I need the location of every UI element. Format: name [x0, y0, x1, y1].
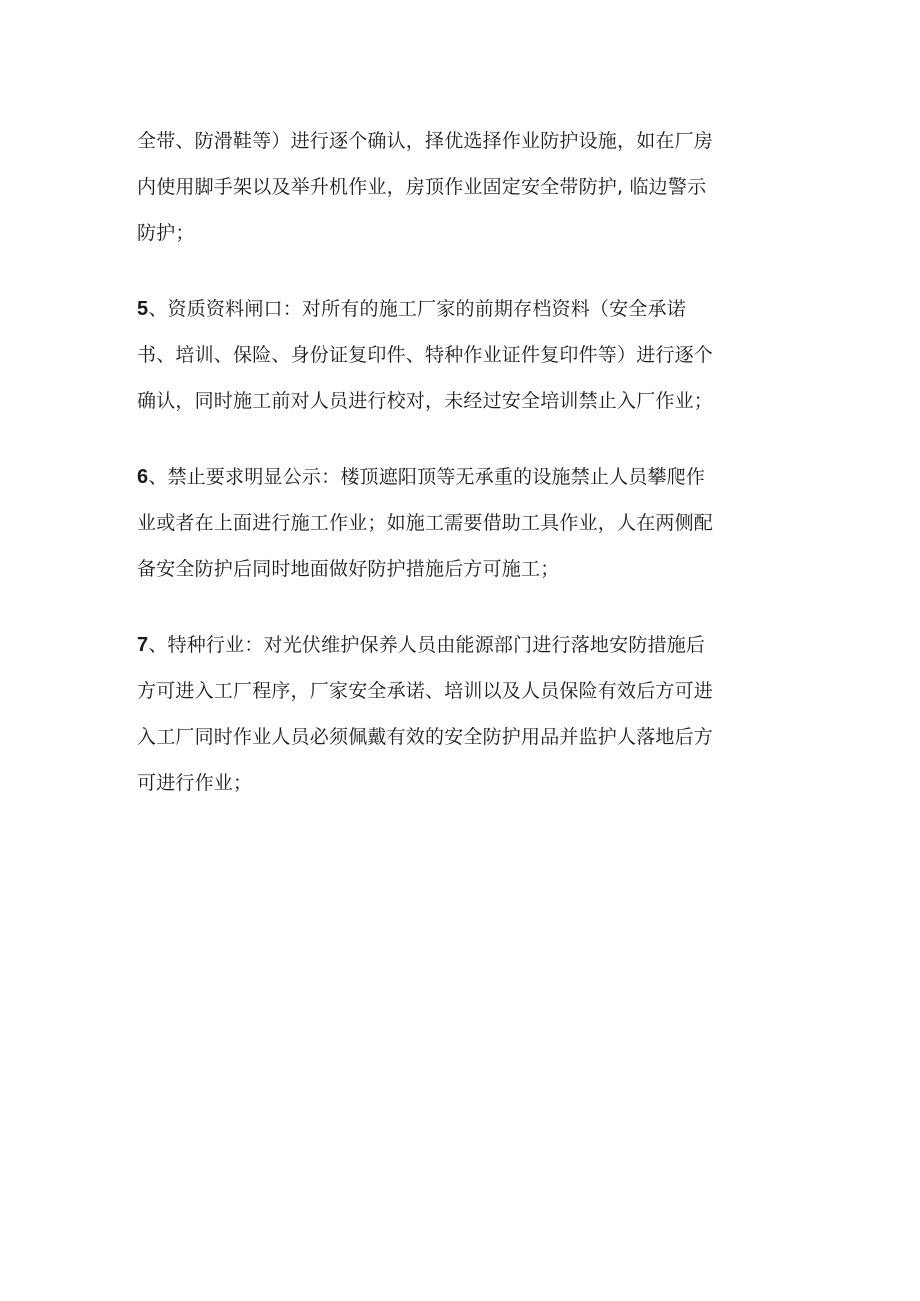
line-text: 、资质资料闸口：对所有的施工厂家的前期存档资料（安全承诺: [148, 298, 686, 320]
text-line: 方可进入工厂程序，厂家安全承诺、培训以及人员保险有效后方可进: [137, 680, 714, 702]
text-line: 业或者在上面进行施工作业；如施工需要借助工具作业，人在两侧配: [137, 512, 714, 534]
text-line: 备安全防护后同时地面做好防护措施后方可施工；: [137, 558, 560, 580]
paragraph-item-5: [137, 286, 789, 424]
text-line: 防护；: [137, 222, 195, 244]
text-line: [137, 454, 789, 500]
text-line: [137, 286, 789, 332]
text-line: 可进行作业；: [137, 772, 253, 794]
text-line: 确认，同时施工前对人员进行校对，未经过安全培训禁止入厂作业；: [137, 390, 714, 412]
item-number: 7: [137, 634, 149, 656]
paragraph-continuation: [137, 118, 789, 256]
text-line: 全带、防滑鞋等）进行逐个确认，择优选择作业防护设施，如在厂房: [137, 130, 714, 152]
document-body: [137, 118, 789, 836]
line-text: 、特种行业：对光伏维护保养人员由能源部门进行落地安防措施后: [148, 634, 706, 656]
item-number: 5: [137, 298, 149, 320]
item-number: 6: [137, 466, 149, 488]
text-line: 入工厂同时作业人员必须佩戴有效的安全防护用品并监护人落地后方: [137, 726, 714, 748]
line-text: 、禁止要求明显公示：楼顶遮阳顶等无承重的设施禁止人员攀爬作: [148, 466, 706, 488]
text-line: [137, 622, 789, 668]
paragraph-item-7: [137, 622, 789, 806]
paragraph-item-6: [137, 454, 789, 592]
text-line: 书、培训、保险、身份证复印件、特种作业证件复印件等）进行逐个: [137, 344, 714, 366]
text-line: 内使用脚手架以及举升机作业，房顶作业固定安全带防护, 临边警示: [137, 176, 707, 198]
